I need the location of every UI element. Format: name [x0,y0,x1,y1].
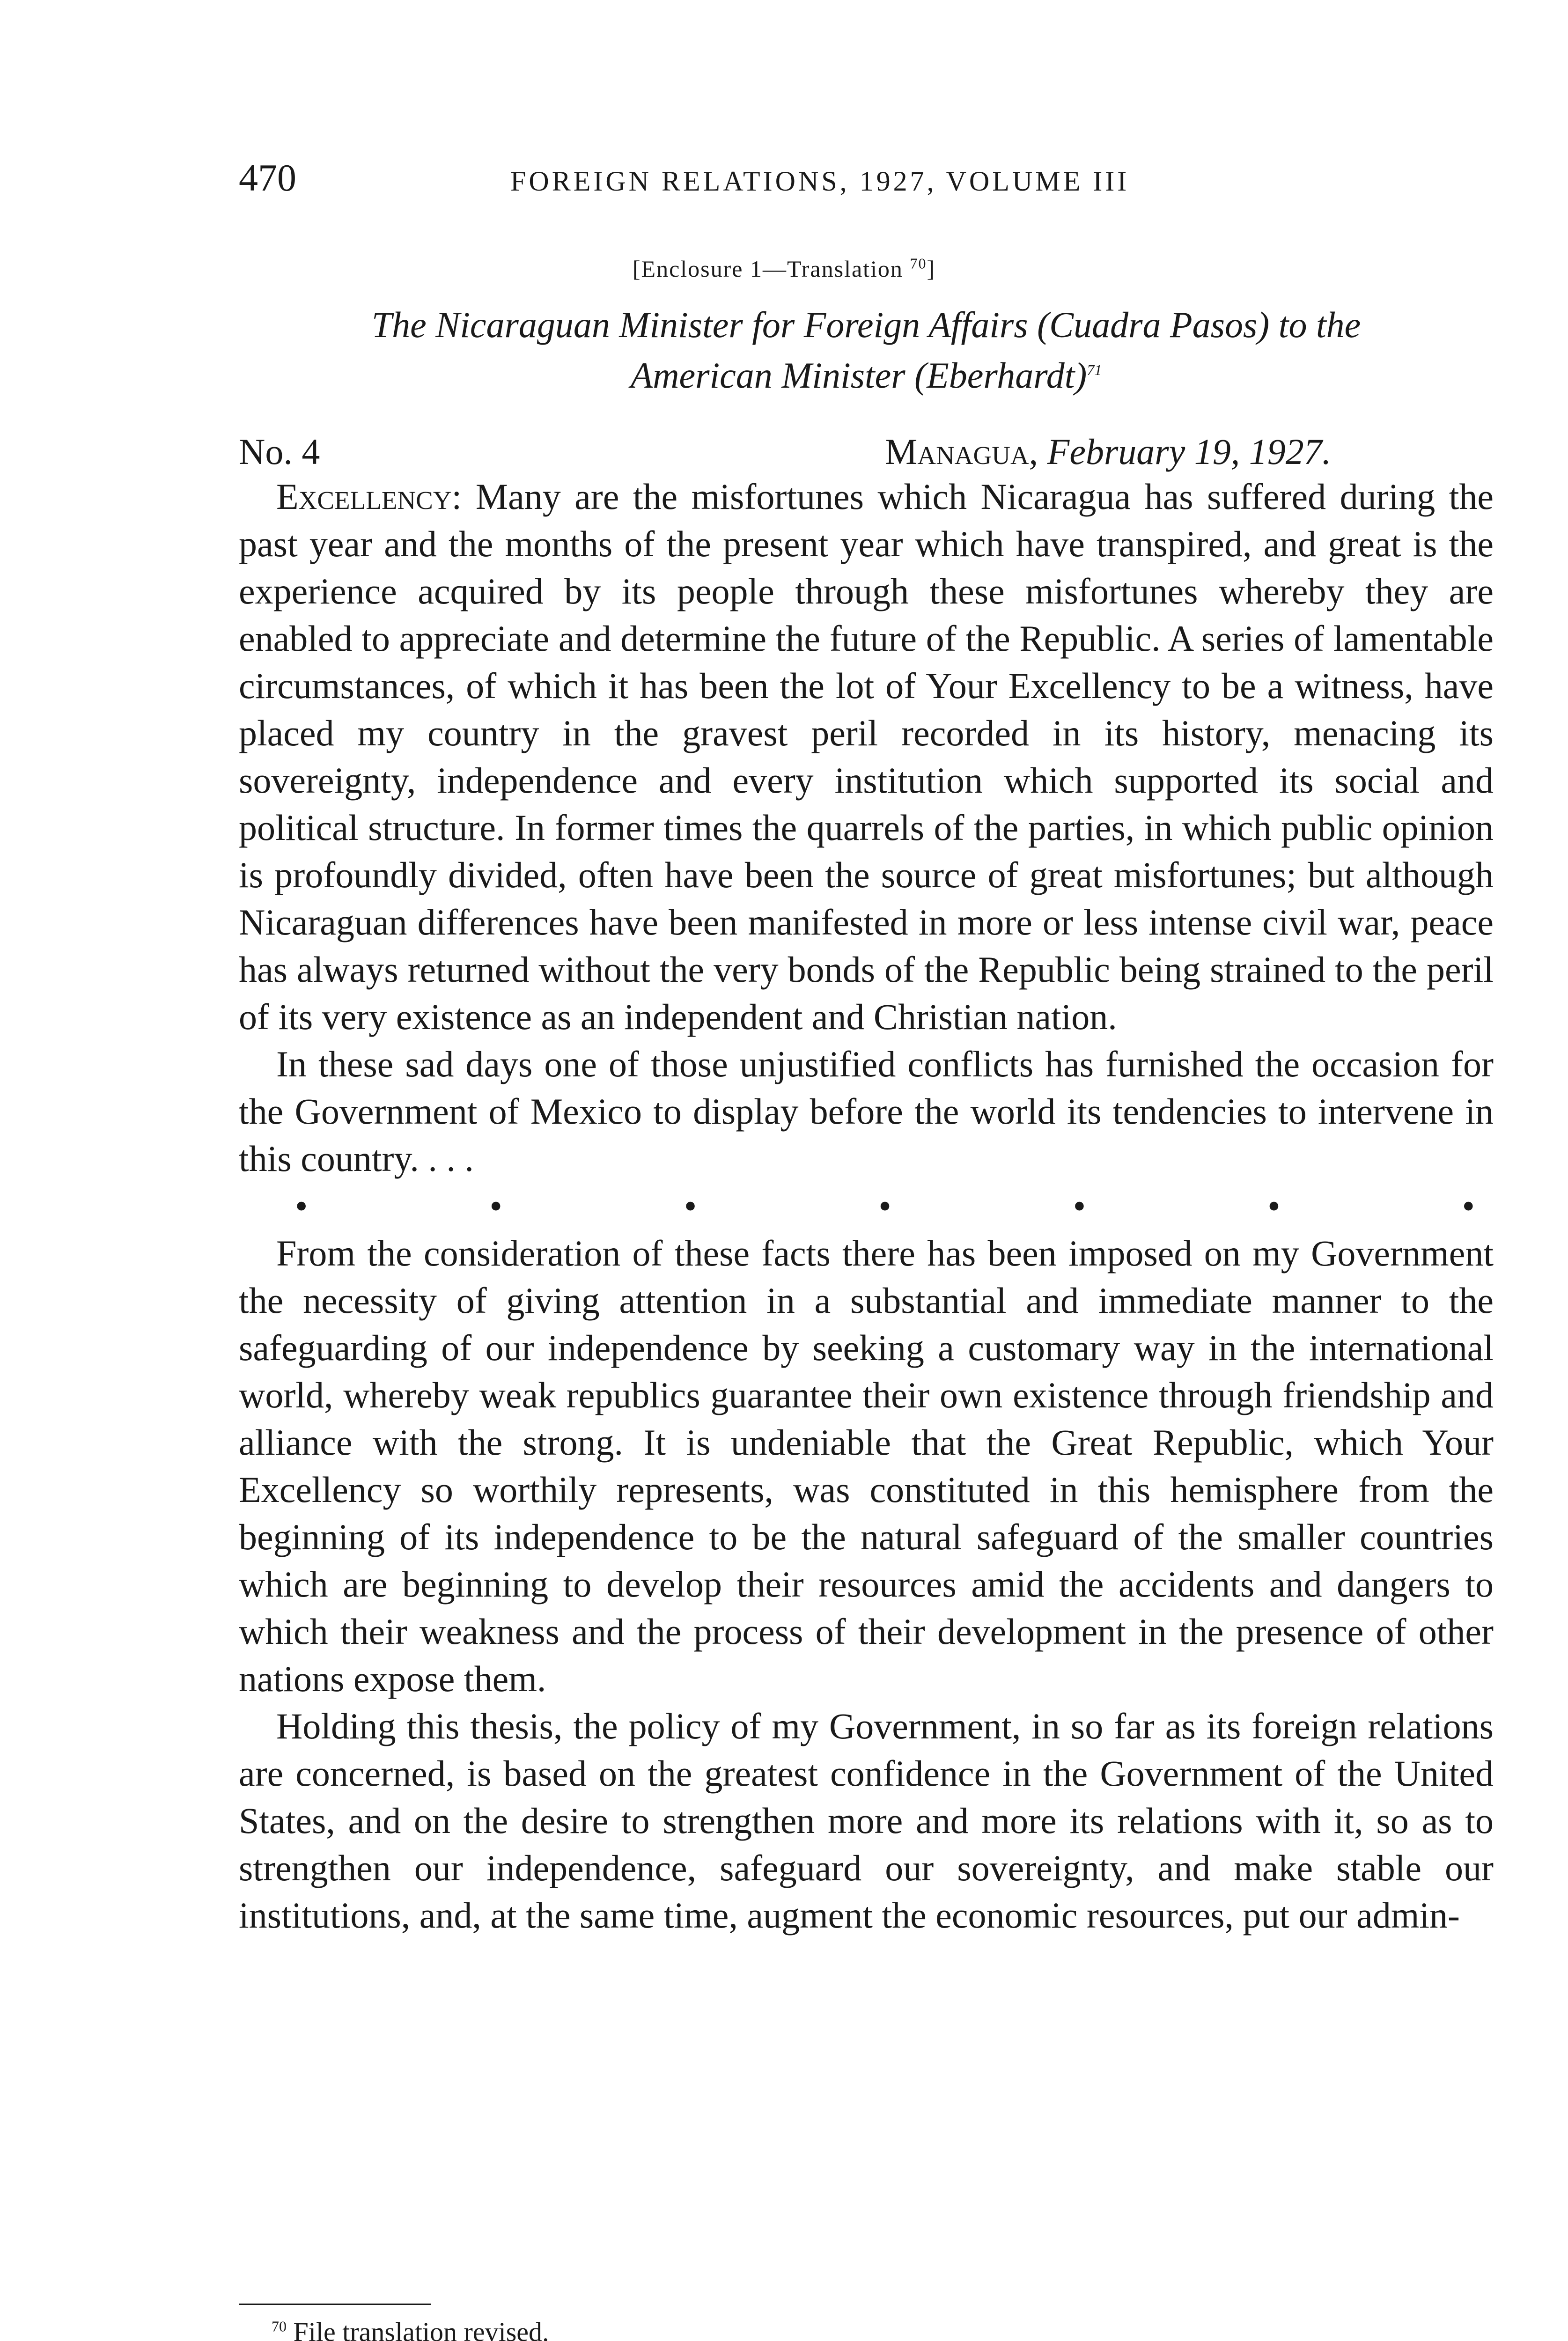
omission-dot: • [1462,1185,1475,1226]
omission-dot: • [1267,1185,1281,1226]
paragraph-2: In these sad days one of those unjustified conflicts has furnished the occasion for the Government of Mexico to display before the world its tendencies to intervene in this country. . . . [239,1044,1494,1179]
omission-dot: • [295,1185,308,1226]
place: Managua, [885,431,1038,472]
document-title [239,300,1494,401]
footnote-ref-71[interactable]: 71 [1087,361,1102,378]
enclosure-label [0,255,1568,282]
omission-dots [239,1182,1494,1229]
document-number: No. 4 [239,431,320,472]
paragraph-4: Holding this thesis, the policy of my Government, in so far as its foreign relations are concerned, is based on the greatest confidence in the Government of the United States, and on the desire to strengthen more and more its relations with it, so as to strengthen our independence, safeguard our sovereignty, and make stable our institutions, and, at the same time, augment the economic resources, put our admin- [239,1706,1494,1936]
salutation: Excellency: [276,476,462,517]
footnote-70 [239,2315,1494,2341]
running-title: FOREIGN RELATIONS, 1927, VOLUME III [510,166,1130,197]
footnote-divider [239,2304,431,2305]
paragraph-1 [239,473,1494,1040]
date: February 19, 1927. [1047,431,1332,472]
enclosure-close: ] [927,256,936,282]
paragraph-3: From the consideration of these facts there has been imposed on my Government the necessity of giving attention in a substantial and immediate manner to the safeguarding of our independence by seeking a customary way in the international world, whereby weak republics guarantee their own existence through friendship and alliance with the strong. It is undeniable that the Great Republic, which Your Excellency so worthily represents, was constituted in this hemisphere from the beginning of its independence to be the natural safeguard of the smaller countries which are beginning to develop their resources amid the accidents and dangers to which their weakness and the process of their development in the presence of other nations expose them. [239,1233,1494,1699]
document-title-line-2: American Minister (Eberhardt) [630,355,1087,396]
omission-dot: • [878,1185,891,1226]
page-number: 470 [239,156,296,199]
omission-dot: • [1073,1185,1086,1226]
letter-body [239,473,1494,1939]
running-header [239,155,1494,211]
footnote-text: File translation revised. [287,2317,549,2341]
footnote-mark: 70 [272,2318,287,2335]
footnote-ref-70[interactable]: 70 [910,255,927,272]
footnotes [239,2315,1494,2341]
enclosure-text: [Enclosure 1—Translation [632,256,903,282]
omission-dot: • [684,1185,697,1226]
paragraph-1-text: Many are the misfortunes which Nicaragua has suffered during the past year and the months of the present year which have transpired, and great is the experience acquired by its people through these misfortunes whereby they are enabled to appreciate and determine the future of the Republic. A series of lamentable circumstances, of which it has been the lot of Your Excellency to be a witness, have placed my country in the gravest peril recorded in its history, menacing its sovereignty, independence and every institution which supported its social and political structure. In former times the quarrels of the parties, in which public opinion is profoundly divided, often have been the source of great misfortunes; but although Nicaraguan differences have been manifested in more or less intense civil war, peace has always returned without the very bonds of the Republic being strained to the peril of its very existence as an independent and Christian nation. [239,476,1494,1037]
omission-dot: • [489,1185,502,1226]
place-and-date [885,428,1331,475]
document-title-line-1: The Nicaraguan Minister for Foreign Affairs (Cuadra Pasos) to the [371,304,1361,345]
